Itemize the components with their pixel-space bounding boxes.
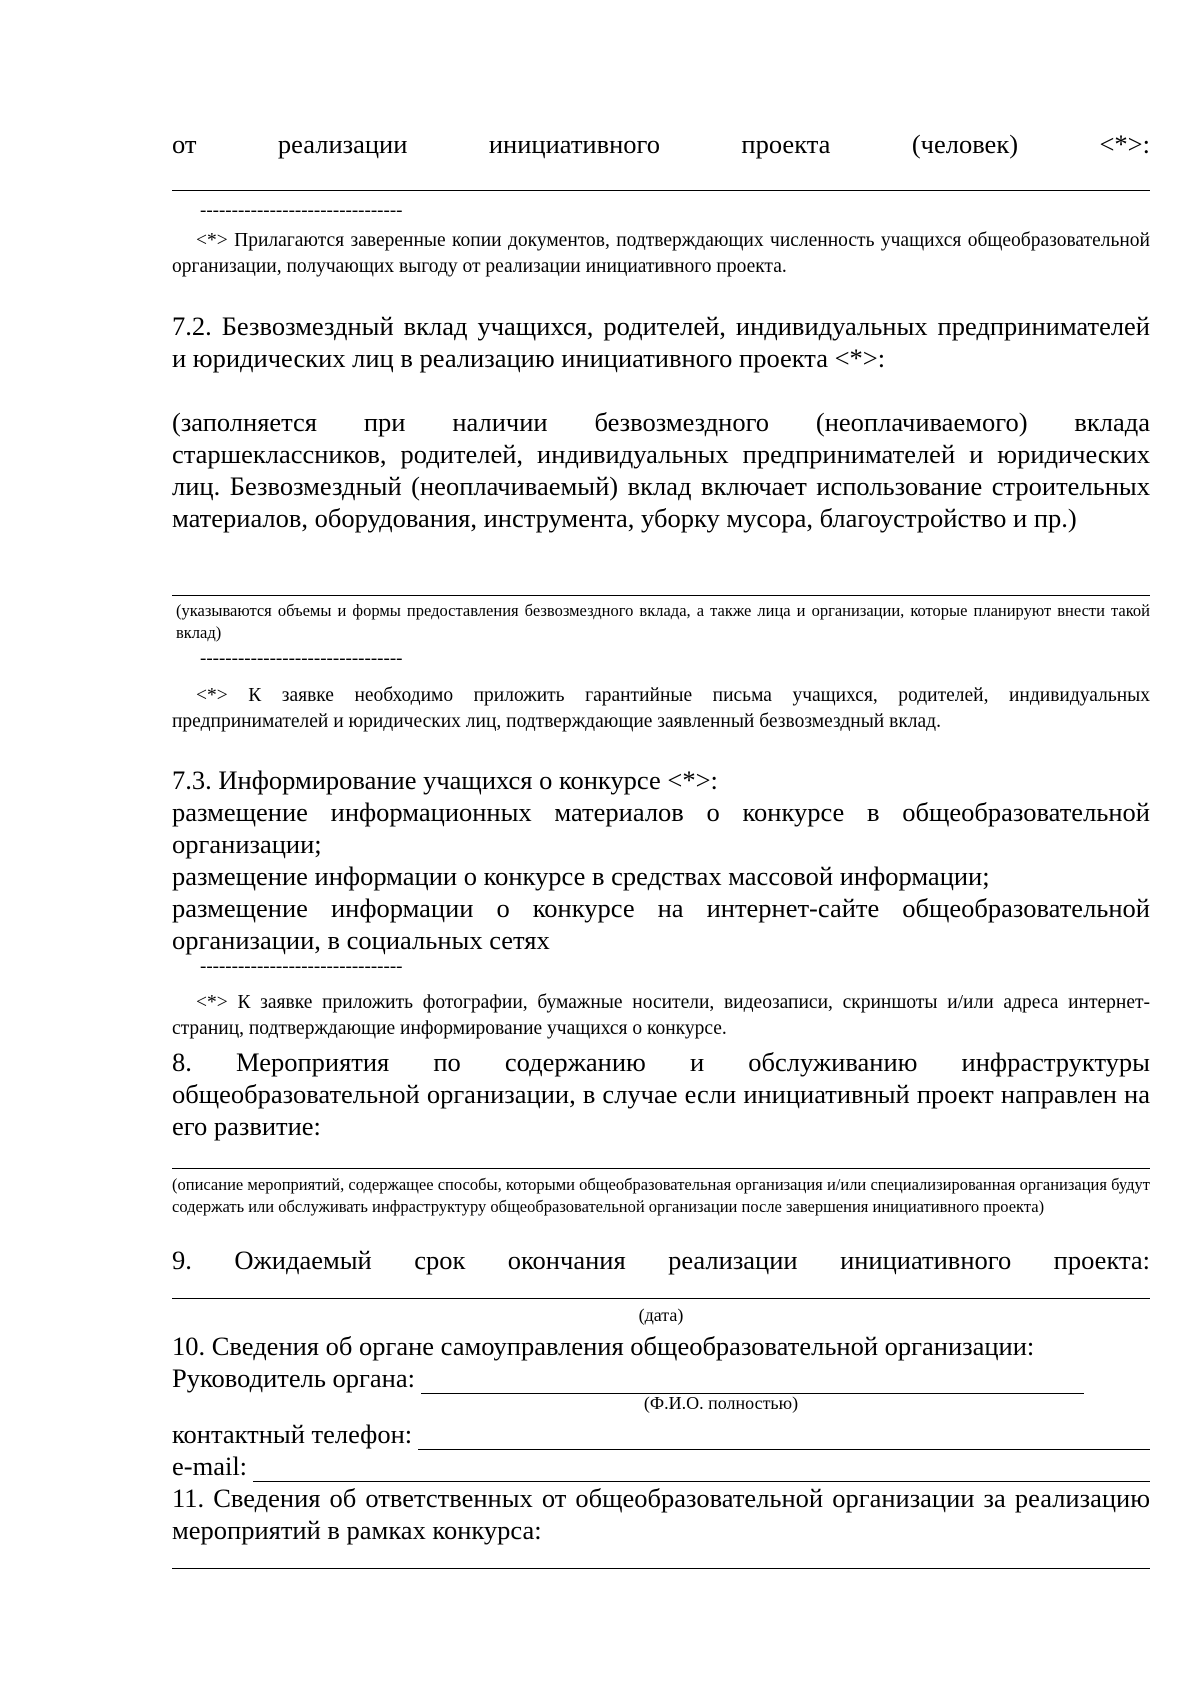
section-9-word: срок (414, 1245, 466, 1275)
fill-line (172, 595, 1150, 596)
fill-line (172, 190, 1150, 191)
top-word: проекта (741, 129, 831, 159)
top-line (172, 128, 1150, 160)
phone-row (172, 1418, 1150, 1450)
section-7-3-line-1: размещение информационных материалов о конкурсе в общеобразовательной организации; (172, 797, 1150, 859)
section-8-title: 8. Мероприятия по содержанию и обслуживанию инфраструктуры общеобразовательной организации, в случае если инициативный проект направлен на его развитие: (172, 1047, 1150, 1141)
head-input-line[interactable] (421, 1369, 1084, 1394)
head-row (172, 1362, 1084, 1394)
section-7-3-footnote: <*> К заявке приложить фотографии, бумажные носители, видеозаписи, скриншоты и/или адреса интернет-страниц, подтверждающие информирование учащихся о конкурсе. (172, 992, 1150, 1039)
section-7-2-caption: (указываются объемы и формы предоставления безвозмездного вклада, а также лица и организации, которые планируют внести такой вклад) (176, 601, 1150, 642)
section-7-3-line-2: размещение информации о конкурсе в средствах массовой информации; (172, 861, 990, 891)
section-8-caption: (описание мероприятий, содержащее способы, которыми общеобразовательная организация и/или специализированная организация будут содержать или обслуживать инфраструктуру общеобразовательной организации после завершения инициативного проекта) (172, 1175, 1150, 1216)
head-label: Руководитель органа: (172, 1363, 415, 1393)
top-word: от (172, 129, 197, 159)
fill-line (172, 1298, 1150, 1299)
fill-line (172, 1168, 1150, 1169)
section-9-word: инициативного (840, 1245, 1012, 1275)
email-label: e-mail: (172, 1451, 248, 1481)
head-caption: (Ф.И.О. полностью) (643, 1393, 799, 1413)
section-7-2-title: 7.2. Безвозмездный вклад учащихся, родителей, индивидуальных предпринимателей и юридических лиц в реализацию инициативного проекта <*>: (172, 311, 1150, 373)
section-9-line (172, 1244, 1150, 1276)
section-11-title: 11. Сведения об ответственных от общеобразовательной организации за реализацию мероприятий в рамках конкурса: (172, 1483, 1150, 1545)
footnote-separator: -------------------------------- (200, 648, 403, 669)
email-input-line[interactable] (253, 1457, 1150, 1482)
section-7-3-line-3: размещение информации о конкурсе на интернет-сайте общеобразовательной организации, в социальных сетях (172, 893, 1150, 955)
fill-line (172, 1568, 1150, 1569)
top-word: (человек) (911, 129, 1019, 159)
section-9-word: реализации (668, 1245, 798, 1275)
section-10-title: 10. Сведения об органе самоуправления общеобразовательной организации: (172, 1331, 1035, 1361)
footnote-separator: -------------------------------- (200, 200, 403, 221)
section-7-2-note: (заполняется при наличии безвозмездного (неоплачиваемого) вклада старшеклассников, родителей, индивидуальных предпринимателей и юридических лиц. Безвозмездный (неоплачиваемый) вклад включает использование строительных материалов, оборудования, инструмента, уборку мусора, благоустройство и пр.) (172, 407, 1150, 533)
section-9-word: 9. (172, 1245, 192, 1275)
top-word: инициативного (488, 129, 660, 159)
email-row (172, 1450, 1150, 1482)
section-9-word: Ожидаемый (234, 1245, 372, 1275)
date-caption: (дата) (638, 1305, 684, 1325)
phone-input-line[interactable] (418, 1425, 1150, 1450)
section-9-word: окончания (507, 1245, 626, 1275)
top-word: <*>: (1099, 129, 1150, 159)
footnote-separator: -------------------------------- (200, 956, 403, 977)
footnote-1: <*> Прилагаются заверенные копии документов, подтверждающих численность учащихся общеобразовательной организации, получающих выгоду от реализации инициативного проекта. (172, 230, 1150, 277)
section-9-word: проекта: (1053, 1245, 1150, 1275)
section-7-3-title: 7.3. Информирование учащихся о конкурсе <*>: (172, 765, 718, 795)
section-7-2-footnote: <*> К заявке необходимо приложить гарантийные письма учащихся, родителей, индивидуальных предпринимателей и юридических лиц, подтверждающие заявленный безвозмездный вклад. (172, 685, 1150, 732)
top-word: реализации (277, 129, 408, 159)
phone-label: контактный телефон: (172, 1419, 413, 1449)
